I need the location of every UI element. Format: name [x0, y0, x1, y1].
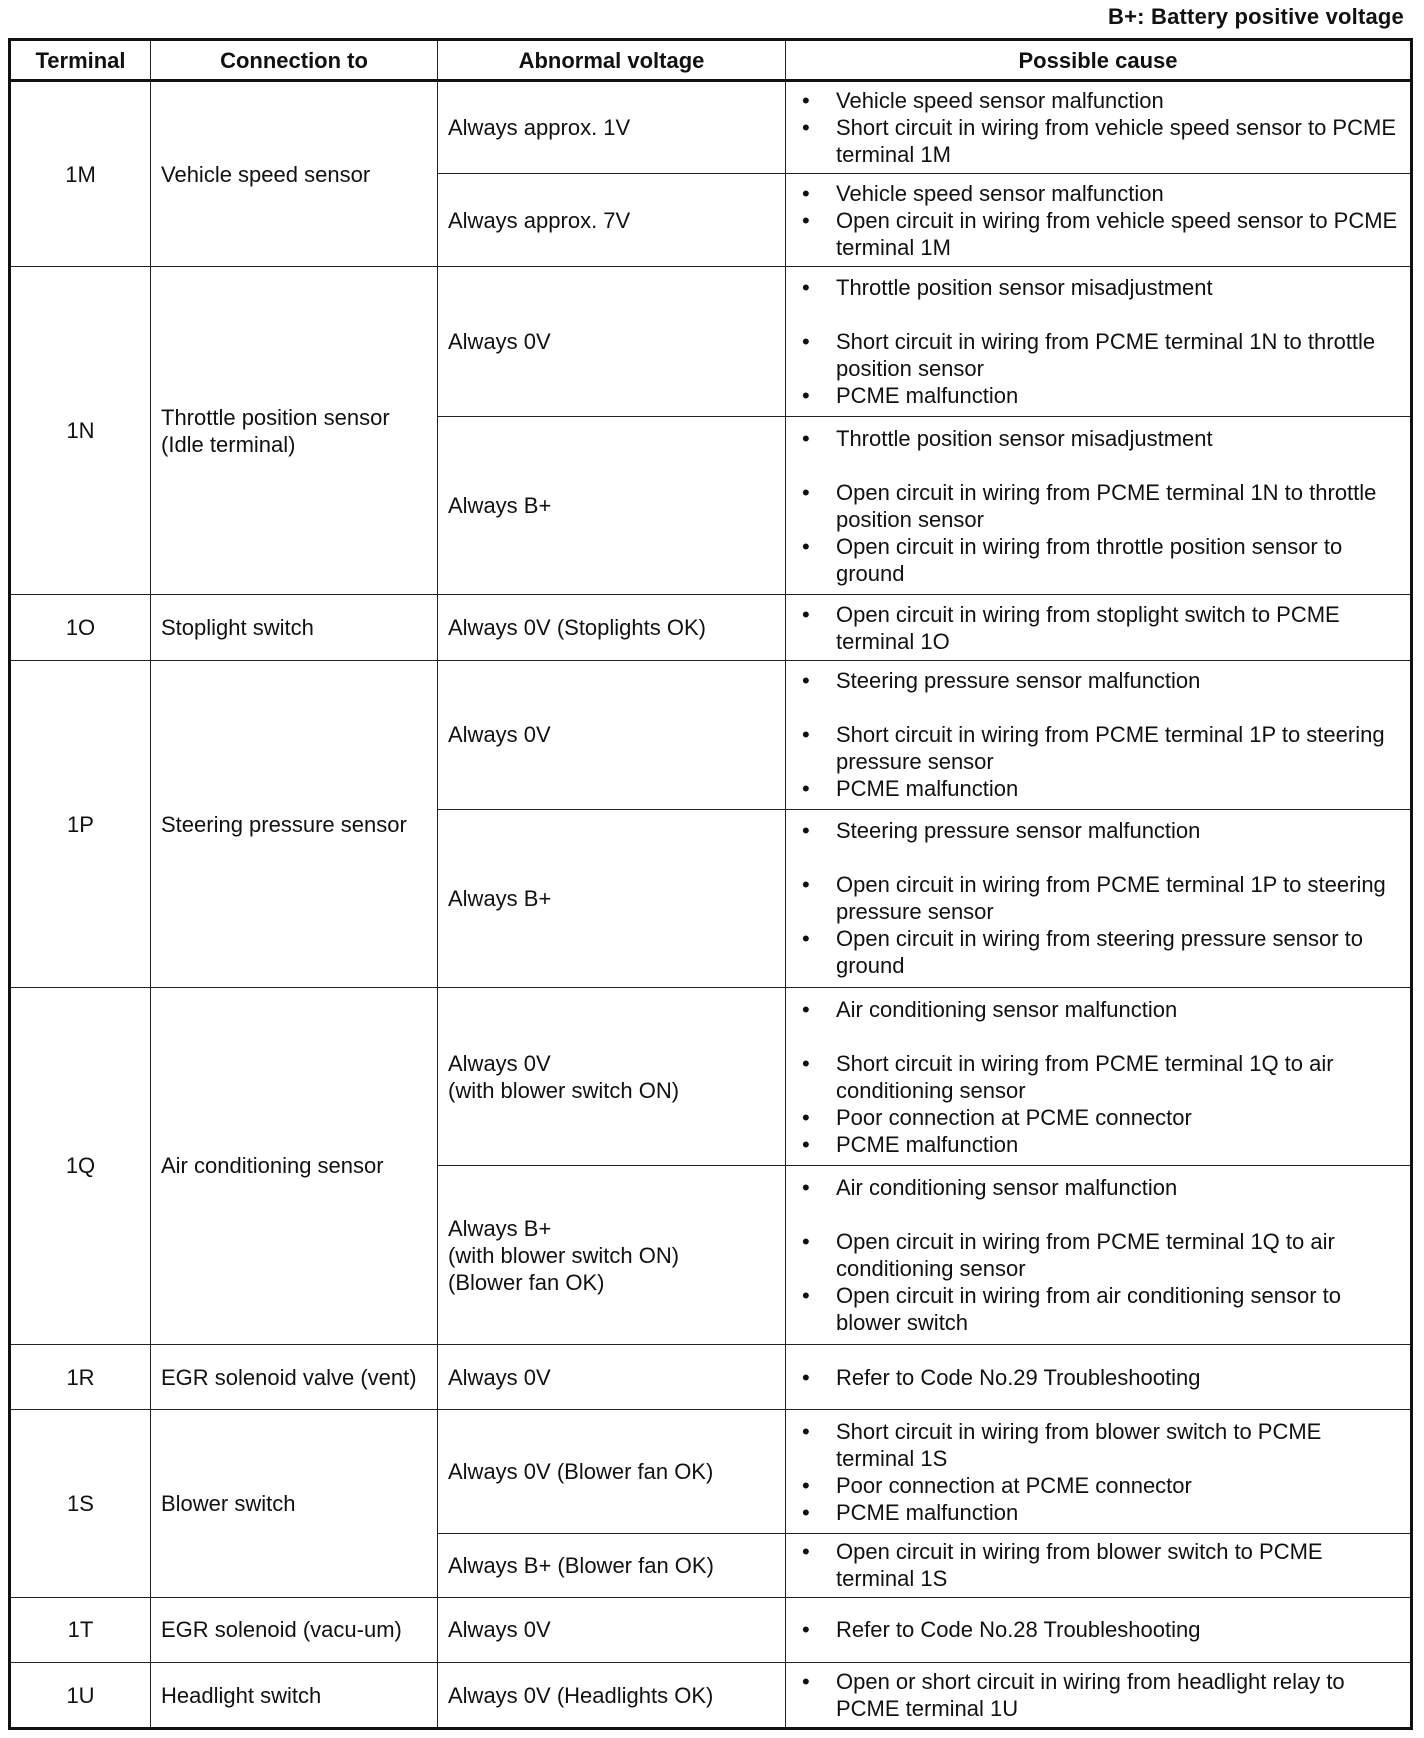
cause-item: • Air conditioning sensor malfunction	[796, 996, 1400, 1023]
terminal-cell: 1P	[10, 660, 151, 987]
cause-item: • Open circuit in wiring from PCME terminal 1N to throttle position sensor	[796, 479, 1400, 533]
header-abnormal-voltage: Abnormal voltage	[438, 40, 786, 81]
possible-cause-cell	[786, 267, 1412, 417]
cause-item: • Refer to Code No.28 Troubleshooting	[796, 1616, 1400, 1643]
header-terminal: Terminal	[10, 40, 151, 81]
connection-cell: Blower switch	[151, 1410, 438, 1597]
possible-cause-cell	[786, 1410, 1412, 1534]
terminal-cell: 1M	[10, 81, 151, 267]
abnormal-voltage-cell: Always 0V (Blower fan OK)	[438, 1410, 786, 1534]
cause-item: • Steering pressure sensor malfunction	[796, 667, 1400, 694]
cause-list	[796, 180, 1400, 261]
cause-item: • Open circuit in wiring from steering pressure sensor to ground	[796, 925, 1400, 979]
connection-cell: Air conditioning sensor	[151, 988, 438, 1345]
troubleshooting-table	[8, 38, 1413, 1730]
possible-cause-cell	[786, 809, 1412, 987]
abnormal-voltage-cell: Always 0V	[438, 660, 786, 809]
possible-cause-cell	[786, 1534, 1412, 1597]
cause-item: • PCME malfunction	[796, 382, 1400, 409]
abnormal-voltage-cell: Always 0V (Stoplights OK)	[438, 595, 786, 661]
cause-list	[796, 1174, 1400, 1336]
connection-cell: Throttle position sensor (Idle terminal)	[151, 267, 438, 595]
cause-list	[796, 274, 1400, 409]
abnormal-voltage-cell: Always B+	[438, 809, 786, 987]
cause-list	[796, 1668, 1400, 1722]
possible-cause-cell	[786, 1663, 1412, 1729]
cause-item: • Open circuit in wiring from air conditioning sensor to blower switch	[796, 1282, 1400, 1336]
header-possible-cause: Possible cause	[786, 40, 1412, 81]
cause-list	[796, 87, 1400, 168]
abnormal-voltage-cell: Always 0V	[438, 267, 786, 417]
cause-list	[796, 425, 1400, 587]
possible-cause-cell	[786, 595, 1412, 661]
connection-cell: Vehicle speed sensor	[151, 81, 438, 267]
cause-list	[796, 1616, 1400, 1643]
cause-item: • PCME malfunction	[796, 1499, 1400, 1526]
possible-cause-cell	[786, 1166, 1412, 1344]
cause-item: • Open circuit in wiring from PCME terminal 1P to steering pressure sensor	[796, 871, 1400, 925]
terminal-cell: 1R	[10, 1344, 151, 1410]
cause-item: • Open circuit in wiring from stoplight switch to PCME terminal 1O	[796, 601, 1400, 655]
terminal-cell: 1U	[10, 1663, 151, 1729]
cause-list	[796, 1418, 1400, 1526]
cause-list	[796, 601, 1400, 655]
cause-item: • Refer to Code No.29 Troubleshooting	[796, 1364, 1400, 1391]
cause-list	[796, 1364, 1400, 1391]
possible-cause-cell	[786, 1344, 1412, 1410]
terminal-cell: 1O	[10, 595, 151, 661]
cause-item: • Vehicle speed sensor malfunction	[796, 87, 1400, 114]
cause-item: • Steering pressure sensor malfunction	[796, 817, 1400, 844]
battery-voltage-note: B+: Battery positive voltage	[1108, 4, 1404, 29]
cause-item: • Open circuit in wiring from vehicle speed sensor to PCME terminal 1M	[796, 207, 1400, 261]
cause-item: • PCME malfunction	[796, 775, 1400, 802]
connection-cell: EGR solenoid valve (vent)	[151, 1344, 438, 1410]
cause-item: • Short circuit in wiring from PCME terminal 1Q to air conditioning sensor	[796, 1050, 1400, 1104]
table-header-row	[10, 40, 1412, 81]
connection-cell: Stoplight switch	[151, 595, 438, 661]
terminal-cell: 1Q	[10, 988, 151, 1345]
abnormal-voltage-cell: Always 0V (Headlights OK)	[438, 1663, 786, 1729]
cause-item: • Short circuit in wiring from PCME terminal 1N to throttle position sensor	[796, 328, 1400, 382]
possible-cause-cell	[786, 81, 1412, 174]
table-row	[10, 1410, 1412, 1534]
cause-list	[796, 667, 1400, 802]
connection-cell: Headlight switch	[151, 1663, 438, 1729]
possible-cause-cell	[786, 416, 1412, 594]
table-row	[10, 1597, 1412, 1663]
cause-item: • Open circuit in wiring from PCME terminal 1Q to air conditioning sensor	[796, 1228, 1400, 1282]
abnormal-voltage-cell: Always 0V	[438, 1344, 786, 1410]
table-row	[10, 267, 1412, 417]
connection-cell: EGR solenoid (vacu-um)	[151, 1597, 438, 1663]
cause-item: • Vehicle speed sensor malfunction	[796, 180, 1400, 207]
abnormal-voltage-cell: Always B+	[438, 416, 786, 594]
table-row	[10, 595, 1412, 661]
possible-cause-cell	[786, 660, 1412, 809]
abnormal-voltage-cell: Always 0V (with blower switch ON)	[438, 988, 786, 1166]
possible-cause-cell	[786, 988, 1412, 1166]
abnormal-voltage-cell: Always approx. 1V	[438, 81, 786, 174]
abnormal-voltage-cell: Always approx. 7V	[438, 174, 786, 267]
cause-item: • Poor connection at PCME connector	[796, 1104, 1400, 1131]
cause-item: • Short circuit in wiring from PCME terminal 1P to steering pressure sensor	[796, 721, 1400, 775]
cause-item: • Throttle position sensor misadjustment	[796, 274, 1400, 301]
table-row	[10, 660, 1412, 809]
terminal-cell: 1S	[10, 1410, 151, 1597]
terminal-cell: 1T	[10, 1597, 151, 1663]
table-row	[10, 1344, 1412, 1410]
cause-list	[796, 817, 1400, 979]
table-row	[10, 1663, 1412, 1729]
abnormal-voltage-cell: Always B+ (Blower fan OK)	[438, 1534, 786, 1597]
cause-item: • Poor connection at PCME connector	[796, 1472, 1400, 1499]
cause-item: • PCME malfunction	[796, 1131, 1400, 1158]
header-connection: Connection to	[151, 40, 438, 81]
table-row	[10, 81, 1412, 174]
terminal-cell: 1N	[10, 267, 151, 595]
cause-item: • Throttle position sensor misadjustment	[796, 425, 1400, 452]
connection-cell: Steering pressure sensor	[151, 660, 438, 987]
cause-list	[796, 996, 1400, 1158]
possible-cause-cell	[786, 174, 1412, 267]
abnormal-voltage-cell: Always 0V	[438, 1597, 786, 1663]
abnormal-voltage-cell: Always B+ (with blower switch ON) (Blower fan OK)	[438, 1166, 786, 1344]
cause-item: • Open or short circuit in wiring from headlight relay to PCME terminal 1U	[796, 1668, 1400, 1722]
table-body	[10, 81, 1412, 1729]
possible-cause-cell	[786, 1597, 1412, 1663]
cause-item: • Short circuit in wiring from vehicle speed sensor to PCME terminal 1M	[796, 114, 1400, 168]
cause-item: • Open circuit in wiring from throttle position sensor to ground	[796, 533, 1400, 587]
cause-item: • Open circuit in wiring from blower switch to PCME terminal 1S	[796, 1538, 1400, 1592]
cause-list	[796, 1538, 1400, 1592]
cause-item: • Air conditioning sensor malfunction	[796, 1174, 1400, 1201]
cause-item: • Short circuit in wiring from blower switch to PCME terminal 1S	[796, 1418, 1400, 1472]
table-row	[10, 988, 1412, 1166]
